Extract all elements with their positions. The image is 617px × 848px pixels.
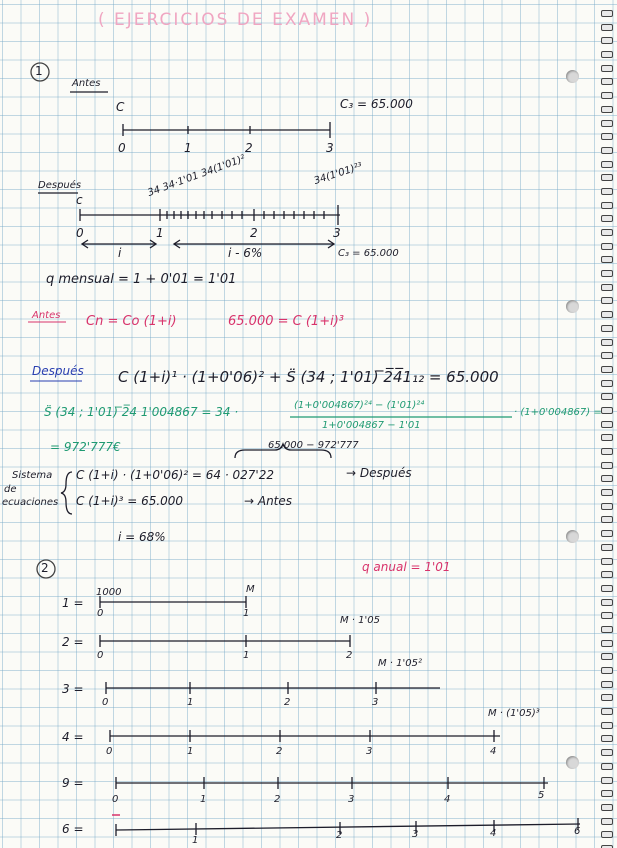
- row-4-tick-0: 0: [106, 746, 113, 757]
- annuity-numerator: (1+0'004867)²⁴ − (1'01)²⁴: [294, 400, 425, 411]
- despues-final-payment: 34(1'01)²³: [312, 160, 364, 187]
- row-1-top-right: M: [246, 584, 255, 595]
- row-4-tick-4: 4: [490, 746, 497, 757]
- row-6-tick-6: 6: [574, 826, 581, 837]
- despues-tick-3: 3: [333, 226, 341, 240]
- row-2-tick-0: 0: [97, 650, 104, 661]
- row-3-tick-1: 1: [187, 697, 194, 708]
- despues-tick-2: 2: [250, 226, 258, 240]
- system-label-3: ecuaciones: [2, 497, 59, 508]
- antes-equation: 65.000 = C (1+i)³: [228, 314, 344, 329]
- row-6-label: 6 =: [62, 822, 84, 836]
- row-2-tick-1: 1: [243, 650, 250, 661]
- interest-left: i: [118, 246, 122, 260]
- row-5-label: 9 =: [62, 776, 84, 790]
- antes-final-capital: C₃ = 65.000: [340, 97, 413, 111]
- row-6-tick-2: 2: [336, 830, 343, 841]
- despues-tick-0: 0: [76, 226, 84, 240]
- antes-red-heading: Antes: [32, 310, 61, 321]
- q-anual-label: q anual = 1'01: [362, 560, 451, 574]
- row-2-top-right: M · 1'05: [340, 615, 380, 626]
- interest-right: i - 6%: [228, 246, 263, 260]
- row-3-tick-0: 0: [102, 697, 109, 708]
- row-5-tick-3: 3: [348, 794, 355, 805]
- page-title: ( EJERCICIOS DE EXAMEN ): [98, 10, 373, 30]
- annuity-denominator: 1+0'004867 − 1'01: [322, 420, 421, 431]
- annuity-formula: S̈ (34 ; 1'01) ̅2̅4 1'004867 = 34 ·: [44, 405, 239, 419]
- despues-payments-label: 34 34·1'01 34(1'01)²: [146, 153, 247, 199]
- row-5-tick-5: 5: [538, 790, 545, 801]
- row-1-tick-0: 0: [97, 608, 104, 619]
- row-4-top-right: M · (1'05)³: [488, 708, 540, 719]
- despues-equation: C (1+i)¹ · (1+0'06)² + S̈ (34 ; 1'01) ̅2̅4̅̅1₁₂ = 65.000: [118, 368, 499, 386]
- interest-result: i = 68%: [118, 530, 166, 544]
- row-3-tick-2: 2: [284, 697, 291, 708]
- row-2-label: 2 =: [62, 635, 84, 649]
- row-6-tick-3: 3: [412, 829, 419, 840]
- despues-heading: Después: [38, 180, 82, 191]
- antes-tick-3: 3: [326, 141, 334, 155]
- system-equation-1-tag: → Después: [346, 466, 412, 480]
- compound-formula: Cn = Co (1+i): [86, 314, 177, 329]
- system-label-2: de: [4, 484, 17, 495]
- antes-capital-label: C: [116, 100, 125, 114]
- system-overbrace-value: 65.000 − 972'777: [268, 440, 359, 451]
- despues-final-capital: C₃ = 65.000: [338, 248, 399, 259]
- system-equation-2: C (1+i)³ = 65.000: [76, 494, 184, 508]
- annuity-tail: · (1+0'004867) =: [514, 407, 602, 418]
- exercise-number-2: 2: [41, 561, 49, 575]
- row-3-label: 3 =: [62, 682, 84, 696]
- antes-tick-2: 2: [245, 141, 253, 155]
- row-5-tick-4: 4: [444, 794, 451, 805]
- system-equation-2-tag: → Antes: [244, 494, 293, 508]
- antes-heading: Antes: [72, 78, 101, 89]
- row-5-tick-1: 1: [200, 794, 207, 805]
- row-3-top-right: M · 1'05²: [378, 658, 423, 669]
- row-6-tick-1: 1: [192, 835, 199, 846]
- antes-tick-1: 1: [184, 141, 192, 155]
- row-6-tick-4: 4: [490, 828, 497, 839]
- row-4-label: 4 =: [62, 730, 84, 744]
- system-label-1: Sistema: [12, 470, 53, 481]
- row-5-tick-0: 0: [112, 794, 119, 805]
- row-1-top-left: 1000: [96, 587, 122, 598]
- row-4-tick-2: 2: [276, 746, 283, 757]
- row-3-tick-3: 3: [372, 697, 379, 708]
- despues-tick-1: 1: [156, 226, 164, 240]
- row-1-tick-1: 1: [243, 608, 250, 619]
- system-equation-1: C (1+i) · (1+0'06)² = 64 · 027'22: [76, 468, 274, 482]
- despues-capital-label: c: [76, 193, 83, 207]
- row-2-tick-2: 2: [346, 650, 353, 661]
- exercise-number-1: 1: [35, 64, 43, 78]
- row-5-tick-2: 2: [274, 794, 281, 805]
- q-mensual-line: q mensual = 1 + 0'01 = 1'01: [46, 272, 237, 287]
- despues-blue-heading: Después: [32, 364, 84, 378]
- antes-tick-0: 0: [118, 141, 126, 155]
- row-4-tick-1: 1: [187, 746, 194, 757]
- row-1-label: 1 =: [62, 596, 84, 610]
- annuity-result: = 972'777€: [50, 440, 121, 454]
- row-4-tick-3: 3: [366, 746, 373, 757]
